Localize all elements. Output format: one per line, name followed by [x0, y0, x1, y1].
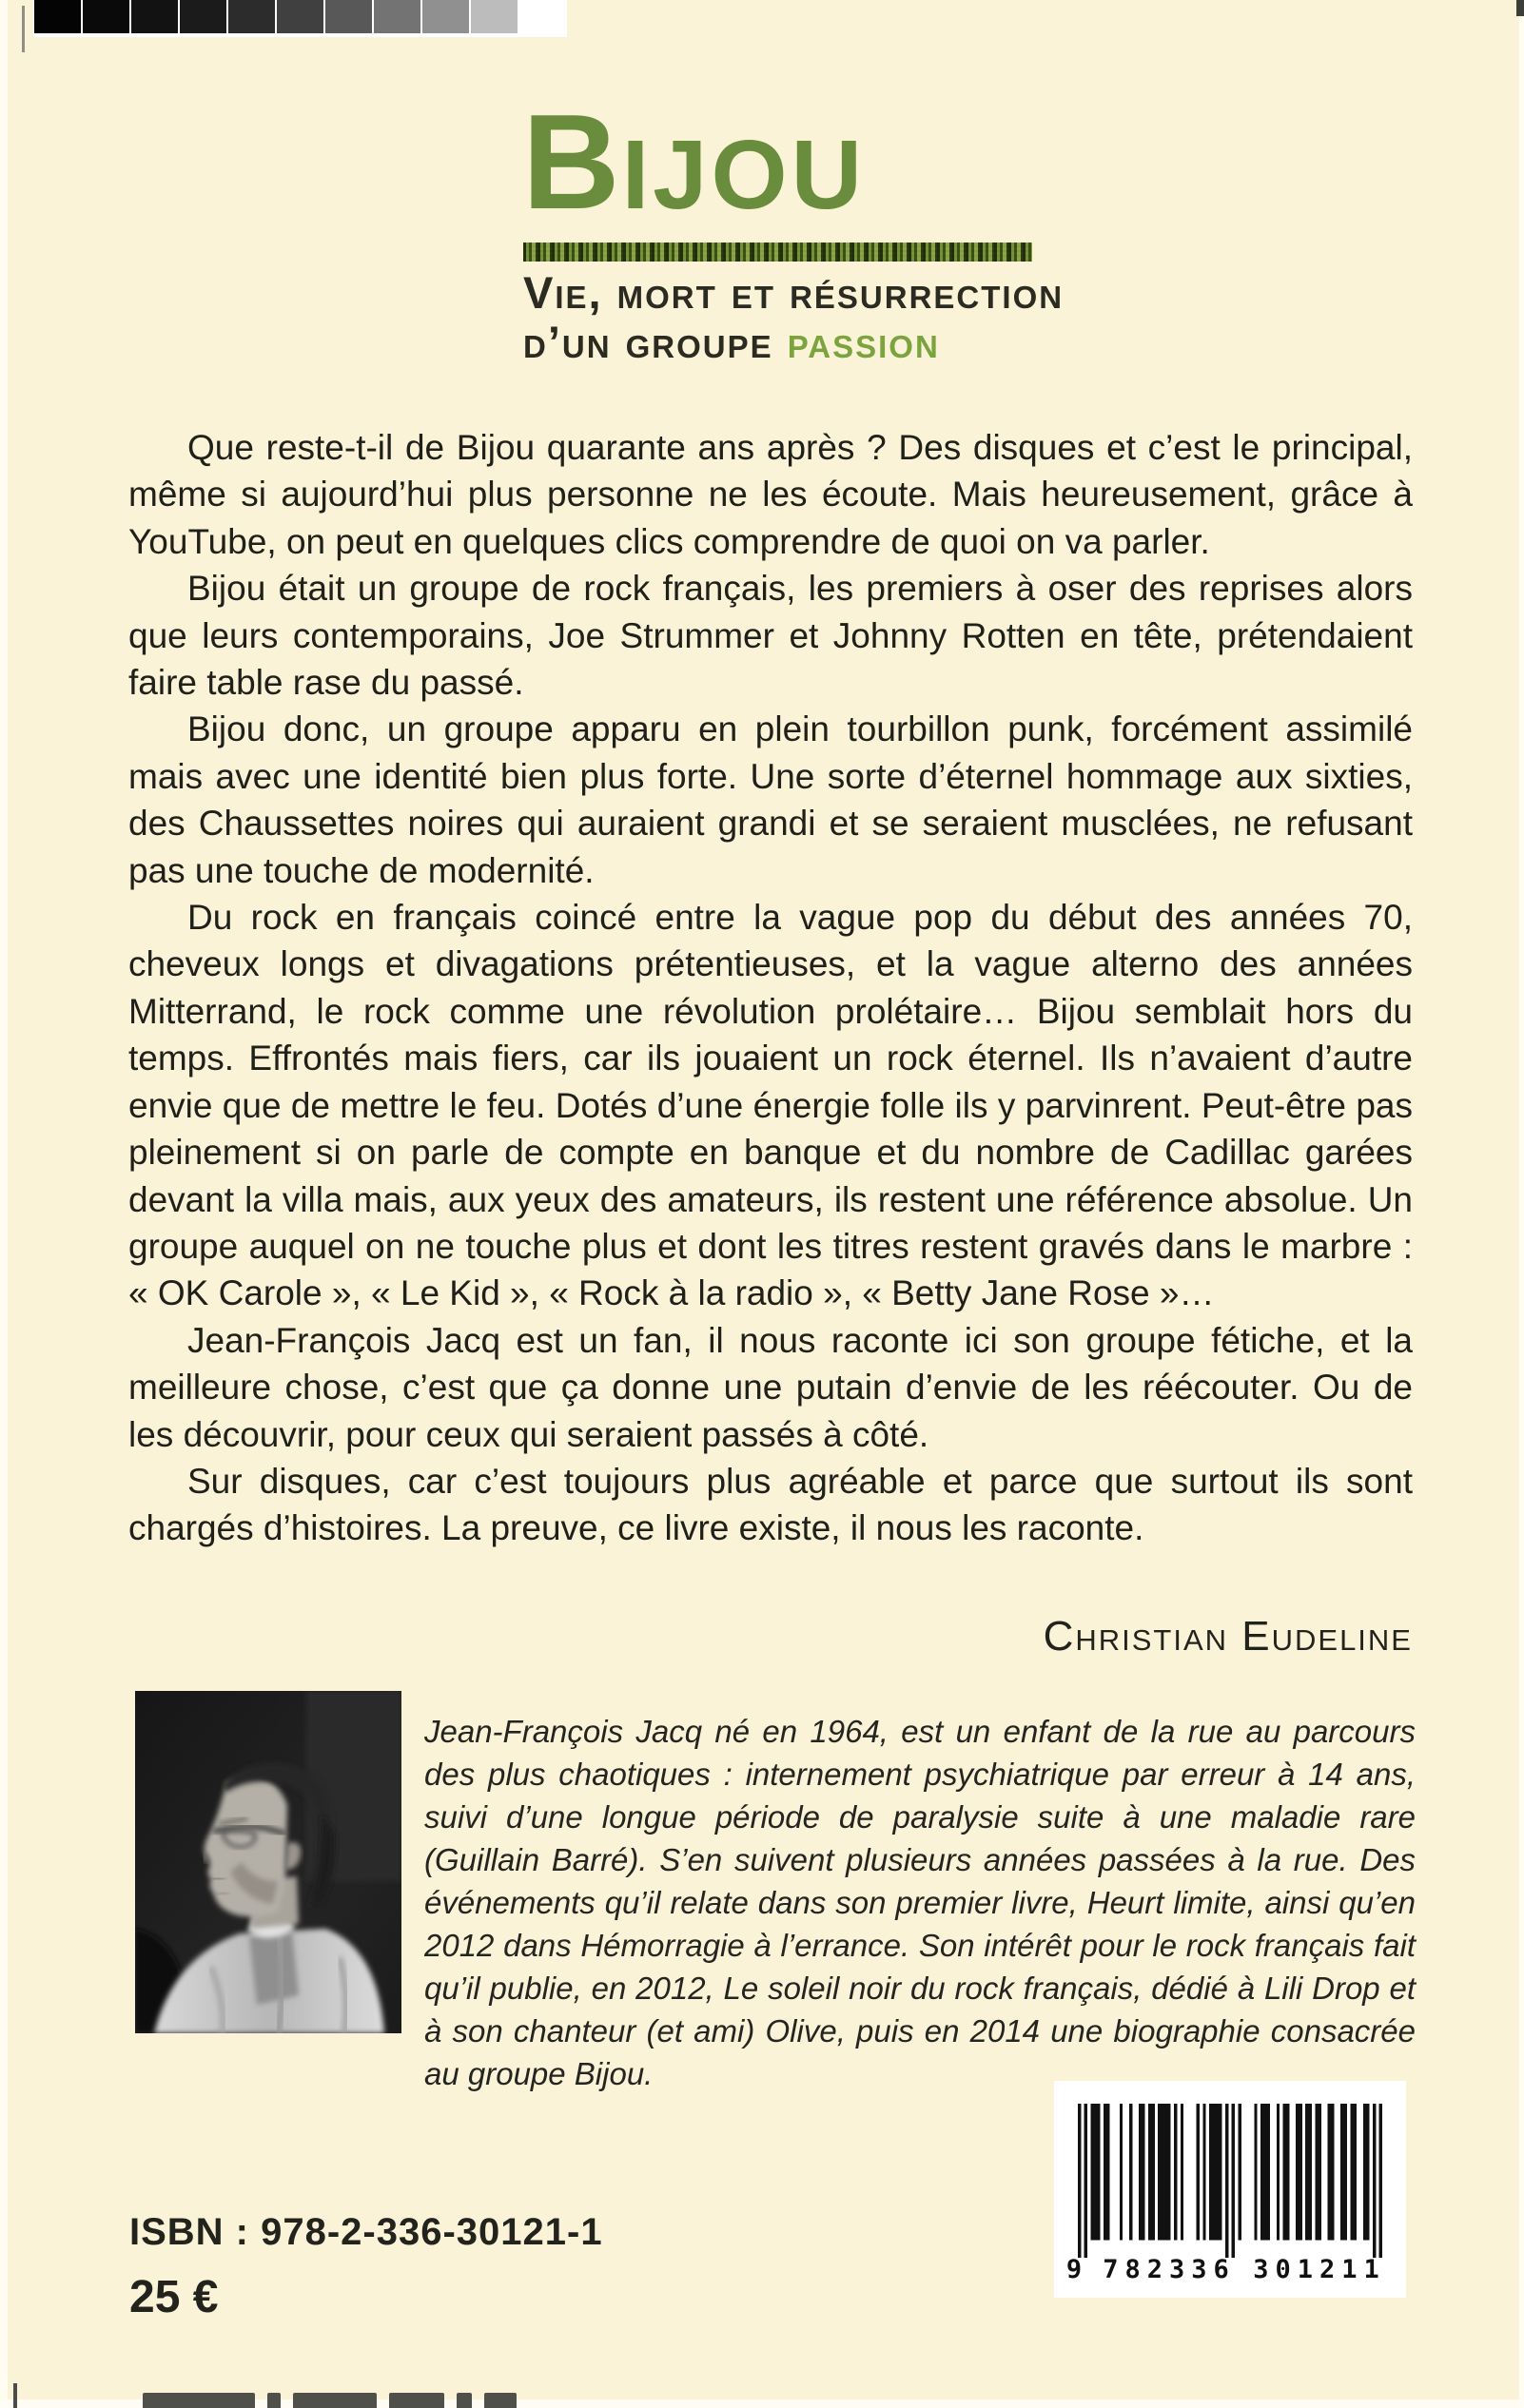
calibration-swatch: [34, 0, 81, 33]
calibration-swatch: [519, 0, 566, 33]
price-text: 25 €: [129, 2272, 219, 2322]
page-edge-right: [1519, 0, 1524, 2408]
back-cover-blurb: [128, 424, 1413, 1552]
title-texture-rule: [523, 243, 1032, 262]
calibration-swatch: [471, 0, 518, 33]
subtitle-line-2: [523, 317, 940, 367]
isbn-text: ISBN : 978-2-336-30121-1: [129, 2211, 603, 2253]
calibration-swatch: [422, 0, 469, 33]
calibration-swatch: [131, 0, 178, 33]
crop-mark-bottom-left: [13, 2383, 17, 2408]
subtitle-line-2-accent: passion: [787, 317, 940, 367]
print-info-cropped-text: [143, 2393, 517, 2408]
page-edge-left: [0, 0, 8, 2408]
book-title-initial: B: [522, 87, 622, 238]
barcode: [1054, 2081, 1406, 2298]
book-title: [522, 87, 866, 238]
blurb-paragraph: Bijou donc, un groupe apparu en plein tourbillon punk, forcément assimilé mais avec une identité bien plus forte. Une sorte d’éternel hommage aux sixties, des Chaussettes noires qui auraient grandi et se seraient musclées, ne refusant pas une touche de modernité.: [128, 709, 1413, 890]
book-title-rest: IJOU: [621, 120, 866, 229]
author-photo: [135, 1691, 401, 2033]
subtitle-line-1: Vie, mort et résurrection: [523, 267, 1065, 318]
print-calibration-bar: [33, 0, 567, 37]
calibration-swatch: [180, 0, 226, 33]
crop-mark-top-left: [22, 6, 25, 52]
calibration-swatch: [374, 0, 420, 33]
subtitle-line-2-dark: d’un groupe: [523, 317, 788, 367]
calibration-swatch: [325, 0, 372, 33]
blurb-paragraph: Que reste-t-il de Bijou quarante ans après ? Des disques et c’est le principal, même si aujourd’hui plus personne ne les écoute. Mais heureusement, grâce à YouTube, on peut en quelques clics comprendre de quoi on va parler.: [128, 428, 1413, 561]
blurb-paragraph: Jean-François Jacq est un fan, il nous raconte ici son groupe fétiche, et la meilleure chose, c’est que ça donne une putain d’envie de les réécouter. Ou de les découvrir, pour ceux qui seraient passés à côté.: [128, 1320, 1413, 1454]
blurb-paragraph: Sur disques, car c’est toujours plus agréable et parce que surtout ils sont chargés d’histoires. La preuve, ce livre existe, il nous les raconte.: [128, 1461, 1413, 1548]
blurb-paragraph: Bijou était un groupe de rock français, les premiers à oser des reprises alors que leurs contemporains, Joe Strummer et Johnny Rotten en tête, prétendaient faire table rase du passé.: [128, 569, 1413, 703]
calibration-swatch: [228, 0, 275, 33]
author-bio: Jean-François Jacq né en 1964, est un enfant de la rue au parcours des plus chaotiques : internement psychiatrique par erreur à 14 ans, suivi d’une longue période de paralysie suite à une maladie rare (Guillain Barré). S’en suivent plusieurs années passées à la rue. Des événements qu’il relate dans son premier livre, Heurt limite, ainsi qu’en 2012 dans Hémorragie à l’errance. Son intérêt pour le rock français fait qu’il publie, en 2012, Le soleil noir du rock français, dédié à Lili Drop et à son chanteur (et ami) Olive, puis en 2014 une biographie consacrée au groupe Bijou.: [424, 1714, 1416, 2091]
barcode-digits: 9 782336 301211: [1065, 2255, 1386, 2284]
crop-mark-top-right: [1516, 0, 1524, 16]
blurb-author-signature: Christian Eudeline: [1043, 1613, 1413, 1660]
calibration-swatch: [83, 0, 129, 33]
calibration-swatch: [277, 0, 323, 33]
blurb-paragraph: Du rock en français coincé entre la vague pop du début des années 70, cheveux longs et divagations prétentieuses, et la vague alterno des années Mitterrand, le rock comme une révolution prolétaire… Bijou semblait hors du temps. Effrontés mais fiers, car ils jouaient un rock éternel. Ils n’avaient d’autre envie que de mettre le feu. Dotés d’une énergie folle ils y parvinrent. Peut-être pas pleinement si on parle de compte en banque et du nombre de Cadillac garées devant la villa mais, aux yeux des amateurs, ils restent une référence absolue. Un groupe auquel on ne touche plus et dont les titres restent gravés dans le marbre : « OK Carole », « Le Kid », « Rock à la radio », « Betty Jane Rose »…: [128, 898, 1413, 1313]
